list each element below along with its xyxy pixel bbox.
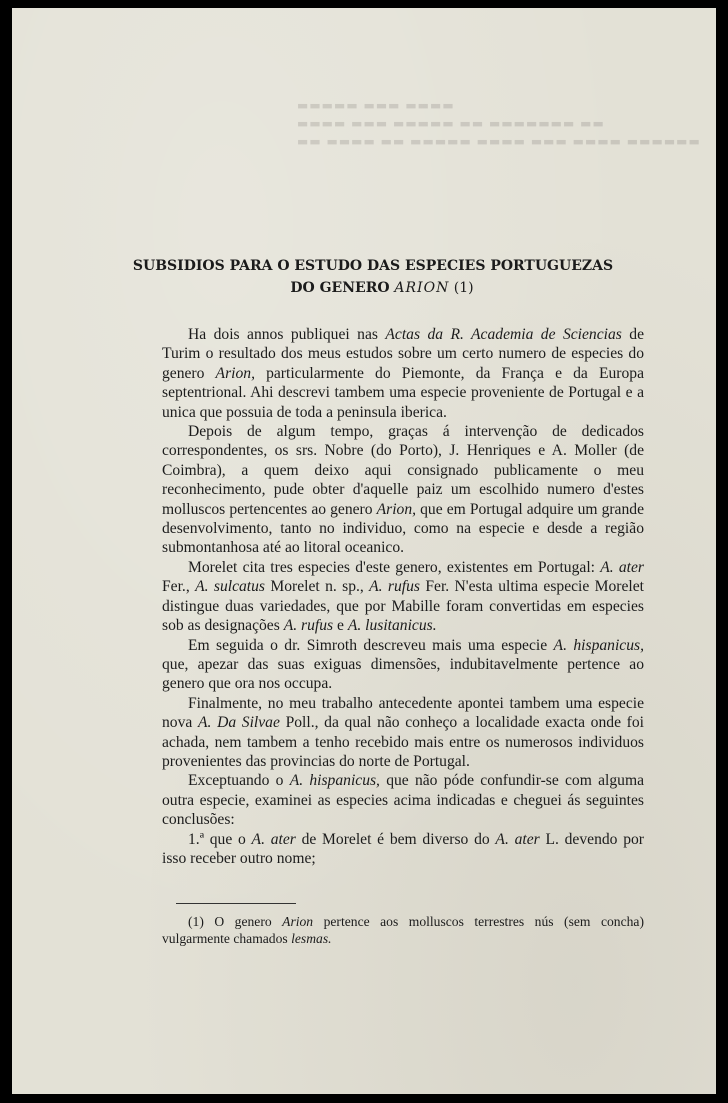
paragraph-5: Finalmente, no meu trabalho antecedente apontei tambem uma especie nova A. Da Silvae Poll., da qual não conheço a localidade exacta onde foi achada, nem tambem a tenho recebido mais entre os numerosos individuos provenientes das provincias do norte de Portugal. — [162, 694, 644, 770]
paragraph-1: Ha dois annos publiquei nas Actas da R. Academia de Sciencias de Turim o resultado dos meus estudos sobre um certo numero de especies do genero Arion, particularmente do Piemonte, da França e da Europa septentrional. Ahi descrevi tambem uma especie proveniente de Portugal e a unica que possuia de toda a peninsula iberica. — [162, 326, 644, 421]
paragraph-2: Depois de algum tempo, graças á intervenção de dedicados correspondentes, os srs. Nobre (do Porto), J. Henriques e A. Moller (de Coimbra), a quem deixo aqui consignado publicamente o meu reconhecimento, pude obter d'aquelle paiz um escolhido numero d'estes molluscos pertencentes ao genero Arion, que em Portugal adquire um grande desenvolvimento, tanto no individuo, como na especie e desde a região submontanhosa até ao litoral oceanico. — [162, 423, 644, 557]
article-title — [12, 255, 716, 299]
footnote-divider — [176, 903, 296, 904]
paragraph-4: Em seguida o dr. Simroth descreveu mais uma especie A. hispanicus, que, apezar das suas exiguas dimensões, indubitavelmente pertence ao genero que ora nos occupa. — [162, 636, 644, 693]
footnote-reference: (1) — [449, 280, 474, 297]
title-line-2: DO GENERO ARION (1) — [290, 280, 474, 297]
article-body — [162, 325, 644, 868]
footnote: (1) O genero Arion pertence aos molluscos terrestres nús (sem concha) vulgarmente chamados lesmas. — [162, 914, 644, 946]
bleed-through-text: ▬▬ ▬▬▬▬ ▬▬ ▬▬▬▬▬ ▬▬▬▬ ▬▬▬ ▬▬▬▬ ▬▬▬▬▬▬ ▬▬▬▬ ▬▬▬ ▬▬▬▬▬ ▬▬ ▬▬▬▬▬▬▬ ▬▬ ▬▬▬▬▬ ▬▬▬ ▬▬▬▬ — [297, 100, 701, 150]
document-page — [12, 8, 716, 1094]
paragraph-7: 1.ª que o A. ater de Morelet é bem diverso do A. ater L. devendo por isso receber outro nome; — [162, 830, 644, 867]
title-line-1: SUBSIDIOS PARA O ESTUDO DAS ESPECIES PORTUGUEZAS — [132, 258, 614, 275]
paragraph-3: Morelet cita tres especies d'este genero, existentes em Portugal: A. ater Fer., A. sulcatus Morelet n. sp., A. rufus Fer. N'esta ultima especie Morelet distingue duas variedades, que por Mabille foram convertidas em especies sob as designações A. rufus e A. lusitanicus. — [162, 558, 645, 635]
title-genus: ARION — [394, 280, 450, 297]
paragraph-6: Exceptuando o A. hispanicus, que não póde confundir-se com alguma outra especie, examinei as especies acima indicadas e cheguei ás seguintes conclusões: — [162, 772, 644, 829]
